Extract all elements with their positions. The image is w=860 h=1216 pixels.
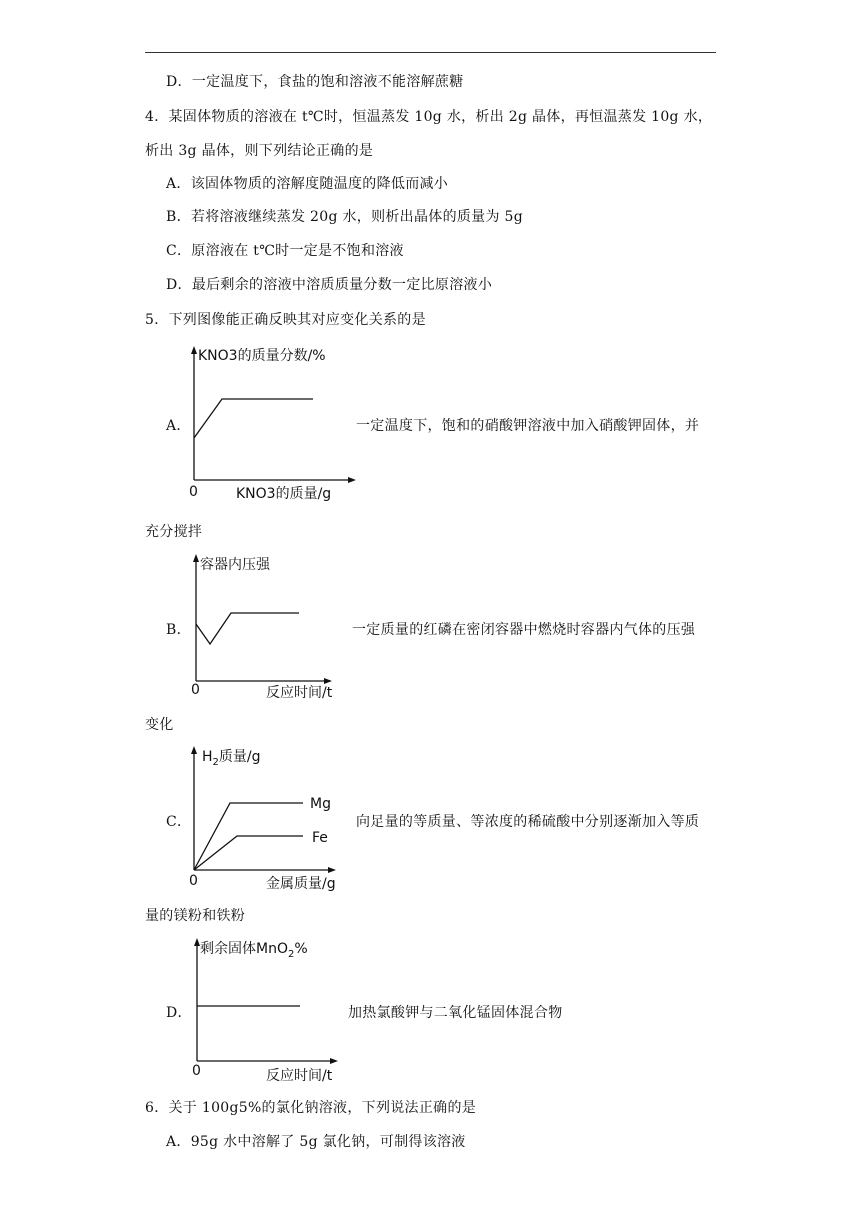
q5-graph-d	[180, 932, 355, 1092]
q5-option-b-letter: B．	[166, 622, 191, 638]
q4-stem-line2: 析出 3g 晶体，则下列结论正确的是	[145, 143, 374, 159]
q5-graph-c	[180, 740, 355, 900]
q5-stem: 5．下列图像能正确反映其对应变化关系的是	[145, 312, 426, 328]
curve	[194, 399, 313, 438]
q5-option-a-desc-cont: 充分搅拌	[145, 524, 203, 540]
q5-option-a-letter: A．	[166, 418, 191, 434]
origin-label: 0	[192, 1063, 201, 1079]
origin-label: 0	[189, 873, 198, 889]
q5-option-d-desc: 加热氯酸钾与二氧化锰固体混合物	[348, 1005, 563, 1021]
q5-option-c-desc-cont: 量的镁粉和铁粉	[145, 908, 246, 924]
x-axis-label: 反应时间/t	[266, 685, 333, 701]
x-axis-label: KNO3的质量/g	[236, 486, 332, 502]
x-axis-arrow	[348, 477, 356, 483]
q5-option-c-letter: C．	[166, 814, 192, 830]
q4-option-b: B．若将溶液继续蒸发 20g 水，则析出晶体的质量为 5g	[166, 209, 523, 225]
q6-stem: 6．关于 100g5%的氯化钠溶液，下列说法正确的是	[145, 1100, 477, 1116]
origin-label: 0	[189, 484, 198, 500]
q5-graph-a	[180, 340, 370, 505]
q6-option-a: A．95g 水中溶解了 5g 氯化钠，可制得该溶液	[166, 1134, 466, 1150]
q5-option-a-desc: 一定温度下，饱和的硝酸钾溶液中加入硝酸钾固体，并	[356, 418, 700, 434]
q5-option-b-desc-cont: 变化	[145, 717, 174, 733]
q5-option-d-letter: D．	[166, 1005, 192, 1021]
q5-option-c-desc: 向足量的等质量、等浓度的稀硫酸中分别逐渐加入等质	[356, 814, 700, 830]
q4-option-a: A．该固体物质的溶解度随温度的降低而减小	[166, 176, 449, 192]
y-axis-arrow	[191, 346, 197, 354]
y-axis-arrow	[193, 554, 199, 562]
q4-option-d: D．最后剩余的溶液中溶质质量分数一定比原溶液小	[166, 277, 493, 293]
series-label-fe: Fe	[312, 830, 328, 846]
curve	[196, 613, 299, 644]
q4-option-c: C．原溶液在 t℃时一定是不饱和溶液	[166, 243, 404, 259]
x-axis-label: 金属质量/g	[266, 876, 336, 892]
origin-label: 0	[191, 682, 200, 698]
q4-stem-line1: 4．某固体物质的溶液在 t℃时，恒温蒸发 10g 水，析出 2g 晶体，再恒温蒸发 10g 水，	[145, 109, 713, 125]
fe-curve	[194, 836, 303, 870]
x-axis-arrow	[328, 867, 336, 873]
q5-option-b-desc: 一定质量的红磷在密闭容器中燃烧时容器内气体的压强	[352, 622, 696, 638]
x-axis-arrow	[330, 1058, 338, 1064]
y-axis-label: $H_2$质量/g	[202, 749, 261, 768]
y-axis-label: 容器内压强	[200, 557, 270, 573]
y-axis-label: 剩余固体MnO$_2$%	[200, 941, 308, 960]
x-axis-label: 反应时间/t	[266, 1068, 333, 1084]
x-axis-arrow	[324, 678, 332, 684]
q5-graph-b	[180, 548, 350, 708]
series-label-mg: Mg	[310, 796, 331, 812]
y-axis-arrow	[191, 746, 197, 754]
q3-option-d: D．一定温度下，食盐的饱和溶液不能溶解蔗糖	[166, 74, 464, 90]
header-rule	[145, 52, 716, 53]
y-axis-label: KNO3的质量分数/%	[198, 348, 326, 364]
